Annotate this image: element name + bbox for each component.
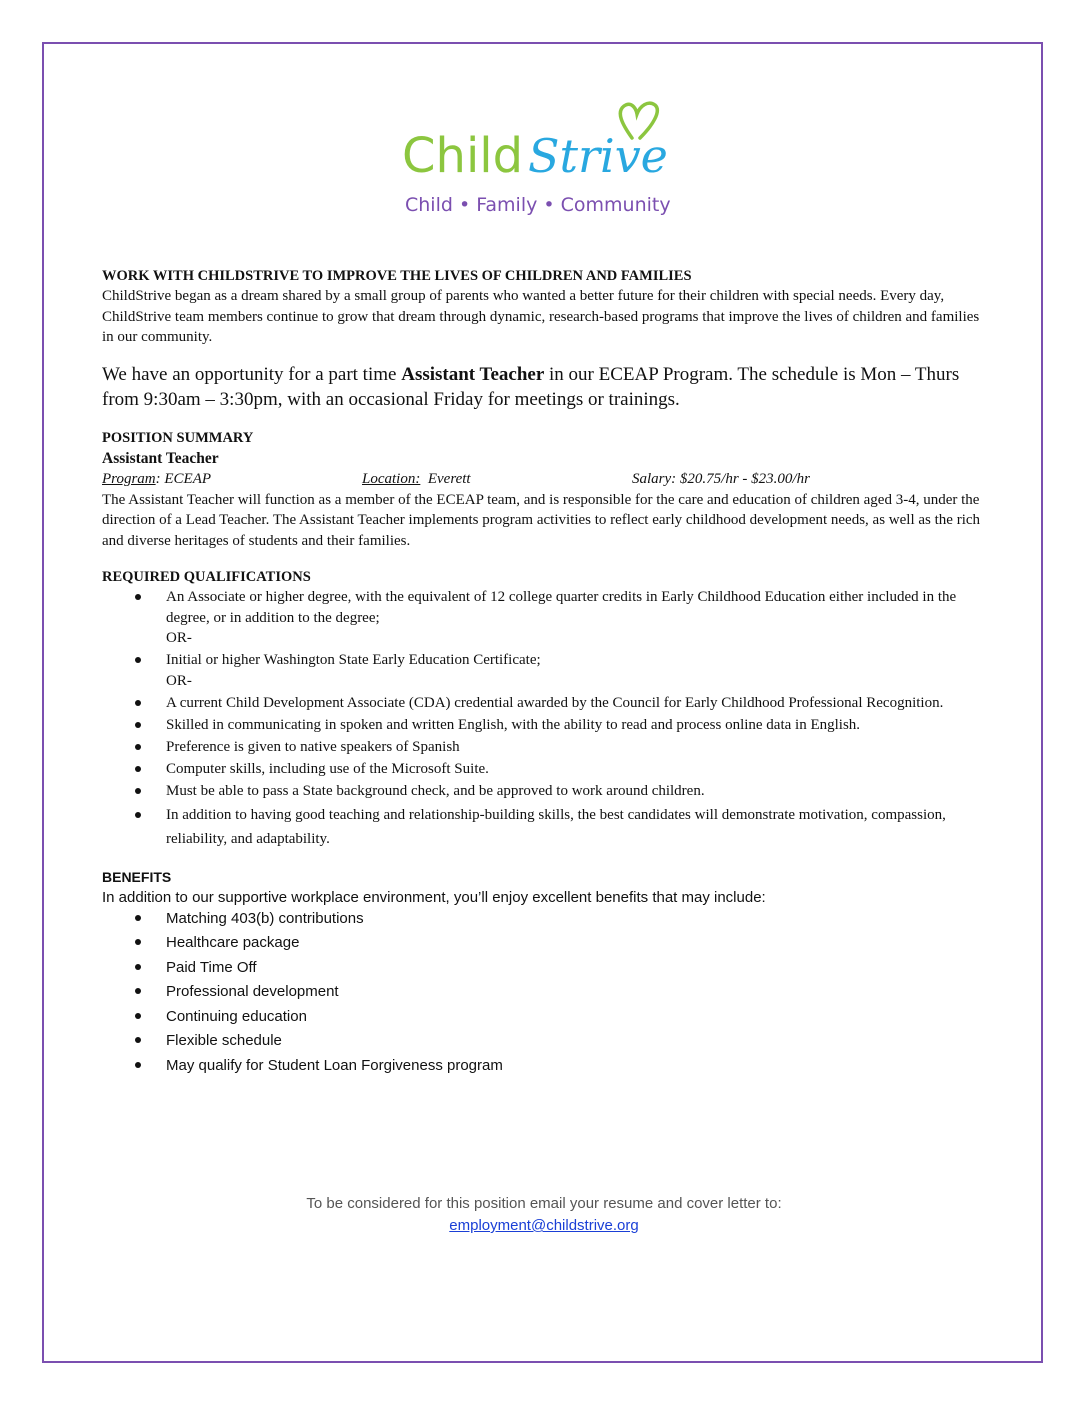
logo-name-strive: Strive	[528, 129, 668, 183]
bullet-icon	[135, 988, 141, 994]
location-label: Location:	[362, 470, 421, 487]
benefit-text: May qualify for Student Loan Forgiveness program	[166, 1056, 503, 1074]
benefit-text: Flexible schedule	[166, 1032, 282, 1049]
qualification-text: A current Child Development Associate (CDA) credential awarded by the Council for Early Childhood Professional Recognition.	[166, 694, 944, 711]
location-value: Everett	[420, 470, 471, 487]
program-field	[102, 469, 211, 490]
bullet-icon	[135, 594, 141, 600]
bullet-icon	[135, 812, 141, 818]
list-item	[102, 957, 992, 978]
bullet-icon	[135, 1013, 141, 1019]
list-item	[102, 932, 992, 953]
list-item	[102, 908, 992, 929]
bullet-icon	[135, 964, 141, 970]
qualifications-list	[102, 587, 992, 851]
contact-block	[0, 1193, 1088, 1237]
list-item	[102, 587, 992, 649]
salary-field: Salary: $20.75/hr - $23.00/hr	[632, 470, 810, 487]
logo-tagline: Child • Family • Community	[405, 194, 671, 216]
list-item	[102, 1006, 992, 1027]
position-title: Assistant Teacher	[102, 449, 219, 467]
opportunity-statement	[102, 362, 992, 412]
position-meta	[102, 469, 992, 490]
or-separator: OR-	[166, 672, 192, 689]
bullet-icon	[135, 766, 141, 772]
qualification-text: Preference is given to native speakers of Spanish	[166, 738, 460, 755]
position-description: The Assistant Teacher will function as a member of the ECEAP team, and is responsible for the care and education of children aged 3-4, under the direction of a Lead Teacher. The Assistant Teacher implements program activities to reflect early childhood development needs, as well as the rich and diverse heritages of students and their families.	[102, 491, 981, 549]
list-item	[102, 803, 992, 851]
qualifications-section	[102, 567, 992, 851]
logo-name-child: Child	[402, 128, 524, 184]
bullet-icon	[135, 700, 141, 706]
program-value: : ECEAP	[155, 470, 212, 487]
bullet-icon	[135, 657, 141, 663]
contact-instructions: To be considered for this position email your resume and cover letter to:	[306, 1195, 782, 1212]
bullet-icon	[135, 1062, 141, 1068]
bullet-icon	[135, 744, 141, 750]
benefits-list	[102, 908, 992, 1076]
location-field	[362, 469, 471, 490]
position-summary-heading: POSITION SUMMARY	[102, 429, 254, 446]
logo-graphic	[400, 98, 690, 222]
list-item	[102, 737, 992, 758]
benefits-intro: In addition to our supportive workplace environment, you’ll enjoy excellent benefits that may include:	[102, 888, 766, 906]
benefit-text: Healthcare package	[166, 934, 300, 951]
list-item	[102, 650, 992, 691]
qualification-text: Initial or higher Washington State Early Education Certificate;	[166, 652, 541, 668]
opportunity-after: in our ECEAP Program. The schedule is Mon – Thurs from 9:30am – 3:30pm, with an occasional Friday for meetings or trainings.	[102, 363, 960, 410]
benefit-text: Continuing education	[166, 1007, 307, 1025]
program-label: Program	[102, 470, 156, 487]
position-summary-section	[102, 428, 992, 552]
bullet-icon	[135, 788, 141, 794]
or-separator: OR-	[166, 630, 192, 646]
qualifications-heading: REQUIRED QUALIFICATIONS	[102, 569, 311, 585]
qualification-text: Must be able to pass a State background check, and be approved to work around children.	[166, 782, 705, 799]
bullet-icon	[135, 1037, 141, 1043]
childstrive-logo	[400, 98, 690, 222]
email-link[interactable]: employment@childstrive.org	[449, 1217, 639, 1234]
opportunity-before: We have an opportunity for a part time	[102, 363, 402, 385]
qualification-text: Computer skills, including use of the Microsoft Suite.	[166, 760, 489, 777]
intro-heading: WORK WITH CHILDSTRIVE TO IMPROVE THE LIVES OF CHILDREN AND FAMILIES	[102, 268, 692, 284]
benefits-section	[102, 867, 992, 1076]
list-item	[102, 981, 992, 1002]
list-item	[102, 781, 992, 802]
bullet-icon	[135, 939, 141, 945]
benefit-text: Professional development	[166, 983, 339, 1000]
list-item	[102, 715, 992, 736]
qualification-text: In addition to having good teaching and relationship-building skills, the best candidates will demonstrate motivation, compassion, reliability, and adaptability.	[166, 806, 946, 847]
list-item	[102, 1030, 992, 1051]
qualification-text: An Associate or higher degree, with the equivalent of 12 college quarter credits in Early Childhood Education either included in the degree, or in addition to the degree;	[166, 589, 957, 626]
job-posting	[102, 266, 992, 1079]
list-item	[102, 1055, 992, 1076]
list-item	[102, 693, 992, 714]
bullet-icon	[135, 915, 141, 921]
opportunity-role: Assistant Teacher	[401, 363, 545, 385]
qualification-text: Skilled in communicating in spoken and written English, with the ability to read and process online data in English.	[166, 716, 861, 733]
list-item	[102, 759, 992, 780]
benefits-heading: BENEFITS	[102, 868, 172, 885]
benefit-text: Paid Time Off	[166, 958, 257, 976]
benefit-text: Matching 403(b) contributions	[166, 909, 364, 927]
bullet-icon	[135, 722, 141, 728]
intro-paragraph: ChildStrive began as a dream shared by a small group of parents who wanted a better future for their children with special needs. Every day, ChildStrive team members continue to grow that dream through dynamic, research-based programs that improve the lives of children and families in our community.	[102, 288, 980, 345]
